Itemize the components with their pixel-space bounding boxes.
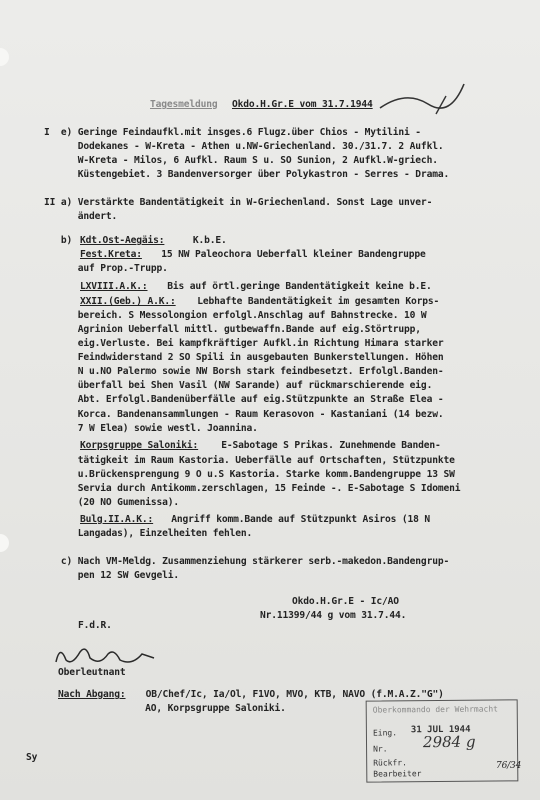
section-c-line2: pen 12 SW Gevgeli. <box>44 570 180 581</box>
unit-ks-line2: tätigkeit im Raum Kastoria. Ueberfälle auf Ortschaften, Stützpunkte <box>44 455 455 466</box>
unit-ks-line3: u.Brückensprengung 9 O u.S Kastoria. Starke komm.Bandengruppe 13 SW <box>44 469 455 480</box>
unit-korpsgruppe-saloniki: Korpsgruppe Saloniki: <box>80 440 199 451</box>
unit-fest-kreta-text: 15 NW Paleochora Ueberfall kleiner Bandengruppe <box>150 249 426 260</box>
unit-xxii-line3: Agrinion Ueberfall mittl. gutbewaffn.Bande auf eig.Störtrupp, <box>44 324 421 335</box>
sig-reference: Nr.11399/44 g vom 31.7.44. <box>260 610 407 621</box>
header-faint-title: Tagesmeldung <box>150 99 218 110</box>
distribution-line1: OB/Chef/Ic, Ia/Ol, F1VO, MVO, KTB, NAVO (f.M.A.Z."G") <box>140 689 444 700</box>
unit-xxii-line5: Feindwiderstand 2 SO Spili in ausgebauten Bunkerstellungen. Höhen <box>44 352 444 363</box>
unit-xxii-line10: 7 W Elea) sowie westl. Joannina. <box>44 423 258 434</box>
unit-xxii-line8: Abt. Erfolgl.Bandenüberfälle auf eig.Stützpunkte an Straße Elea - <box>44 394 444 405</box>
unit-ks-line5: (20 NO Gumenissa). <box>44 497 180 508</box>
unit-xxii-line6: N u.NO Palermo sowie NW Borsh stark feindbesetzt. Erfolgl.Banden- <box>44 366 444 377</box>
unit-xxii-text: Lebhafte Bandentätigkeit im gesamten Korps- <box>186 296 440 307</box>
section-i-line4: Küstengebiet. 3 Bandenversorger über Polykastron - Serres - Drama. <box>44 169 450 180</box>
distribution-line2: AO, Korpsgruppe Saloniki. <box>72 703 286 714</box>
section-i-line1: I e) Geringe Feindaufkl.mit insges.6 Flugz.über Chios - Mytilini - <box>44 127 421 138</box>
stamp-nr-value: 2984 g <box>422 732 476 752</box>
header-title: Okdo.H.Gr.E vom 31.7.1944 <box>232 99 373 110</box>
unit-fest-kreta-line2: auf Prop.-Trupp. <box>44 263 168 274</box>
unit-ost-aegaeis: Kdt.Ost-Aegäis: <box>80 235 165 246</box>
unit-korpsgruppe-saloniki-text: E-Sabotage S Prikas. Zunehmende Banden- <box>210 440 441 451</box>
stamp-field-bearbeiter: Bearbeiter <box>373 769 422 779</box>
unit-lxviii-text: Bis auf örtl.geringe Bandentätigkeit keine b.E. <box>156 281 432 292</box>
stamp-field-rueckfr: Rückfr. <box>373 758 407 768</box>
sig-office: Okdo.H.Gr.E - Ic/AO <box>292 596 399 607</box>
section-b-label: b) <box>44 235 78 246</box>
unit-ost-aegaeis-text: K.b.E. <box>176 235 227 246</box>
sig-fdr: F.d.R. <box>78 620 112 631</box>
section-c-line1: c) Nach VM-Meldg. Zusammenziehung stärkerer serb.-makedon.Bandengrup- <box>44 556 450 567</box>
header-pen-mark <box>376 78 466 118</box>
unit-xxii-line2: bereich. S Messolongion erfolgl.Anschlag auf Bahnstrecke. 10 W <box>44 310 427 321</box>
section-i-line2: Dodekanes - W-Kreta - Athen u.NW-Griechenland. 30./31.7. 2 Aufkl. <box>44 141 444 152</box>
unit-ks-line4: Servia durch Antikomm.zerschlagen, 15 Feinde -. E-Sabotage S Idomeni <box>44 483 461 494</box>
stamp-nr-label: Nr. <box>373 744 388 754</box>
unit-xxii-line7: überfall bei Shen Vasil (NW Sarande) auf rückmarschierende eig. <box>44 380 433 391</box>
unit-bulg-ii-line2: Langadas), Einzelheiten fehlen. <box>44 528 253 539</box>
unit-xxii-line9: Korca. Bandenansammlungen - Raum Kerasovon - Kastaniani (14 bezw. <box>44 409 444 420</box>
stamp-date-label: Eing. <box>372 728 398 738</box>
unit-lxviii: LXVIII.A.K.: <box>80 281 148 292</box>
page-mark: 76/34 <box>496 761 522 771</box>
sig-rank: Oberleutnant <box>58 667 126 678</box>
punch-hole <box>0 48 9 66</box>
stamp-line1: Oberkommando der Wehrmacht <box>372 704 498 715</box>
unit-bulg-ii-text: Angriff komm.Bande auf Stützpunkt Asiros (18 N <box>160 514 431 525</box>
unit-xxii-line4: eig.Verluste. Bei kampfkräftiger Aufkl.in Richtung Himara starker <box>44 338 444 349</box>
unit-bulg-ii: Bulg.II.A.K.: <box>80 514 154 525</box>
section-ii-line1: II a) Verstärkte Bandentätigkeit in W-Griechenland. Sonst Lage unver- <box>44 197 433 208</box>
typist-initials: Sy <box>26 752 38 763</box>
unit-xxii: XXII.(Geb.) A.K.: <box>80 296 176 307</box>
handwritten-signature <box>50 640 160 670</box>
distribution-label: Nach Abgang: <box>58 689 126 700</box>
punch-hole <box>0 534 9 552</box>
section-ii-line2: ändert. <box>44 211 118 222</box>
section-i-line3: W-Kreta - Milos, 6 Aufkl. Raum S u. SO Sunion, 2 Aufkl.W-griech. <box>44 155 438 166</box>
unit-fest-kreta: Fest.Kreta: <box>80 249 142 260</box>
stamp-date-value: 31 JUL 1944 <box>410 724 471 736</box>
